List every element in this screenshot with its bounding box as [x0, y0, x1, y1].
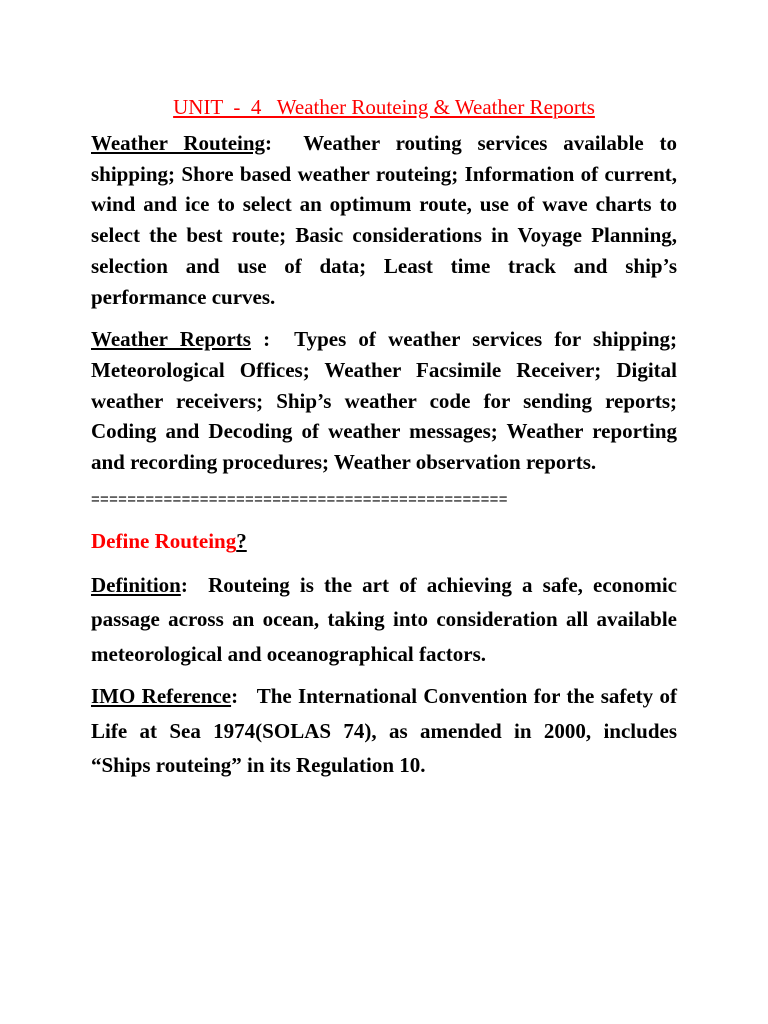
- page-content: [91, 92, 677, 783]
- weather-routeing-heading: Weather Routeing: [91, 131, 266, 155]
- weather-routeing-body: Weather routing services available to shipping; Shore based weather routeing; Information of current, wind and ice to select an optimum route, use of wave charts to select the best route; Basic considerations in Voyage Planning, selection and use of data; Least time track and ship’s performance curves.: [91, 131, 677, 309]
- definition-heading: Definition: [91, 572, 181, 597]
- imo-reference-paragraph: [91, 679, 677, 783]
- question-heading: [91, 526, 677, 556]
- paragraph-spacer: [91, 671, 677, 679]
- imo-reference-separator: :: [231, 684, 239, 709]
- weather-reports-heading: Weather Reports: [91, 327, 251, 352]
- paragraph-spacer: [91, 312, 677, 324]
- weather-routeing-separator: :: [265, 131, 273, 155]
- weather-reports-paragraph: [91, 324, 677, 478]
- definition-separator: :: [180, 572, 188, 597]
- weather-reports-separator: :: [250, 327, 271, 352]
- weather-routeing-paragraph: [91, 128, 677, 312]
- unit-title: UNIT - 4 Weather Routeing & Weather Reports: [173, 95, 595, 119]
- weather-reports-body: Types of weather services for shipping; Meteorological Offices; Weather Facsimile Receiver; Digital weather receivers; Ship’s weather code for sending reports; Coding and Decoding of weather messages; Weather reporting and recording procedures; Weather observation reports.: [91, 327, 678, 475]
- section-divider: ==============================================: [91, 490, 508, 508]
- imo-reference-heading: IMO Reference: [91, 684, 232, 709]
- question-text: Define Routeing: [91, 528, 237, 553]
- question-mark: ?: [236, 528, 247, 553]
- definition-paragraph: [91, 568, 677, 672]
- definition-body: Routeing is the art of achieving a safe, economic passage across an ocean, taking into consideration all available meteorological and oceanographical factors.: [91, 572, 678, 666]
- imo-reference-body: The International Convention for the safety of Life at Sea 1974(SOLAS 74), as amended in 2000, includes “Ships routeing” in its Regulation 10.: [91, 684, 678, 778]
